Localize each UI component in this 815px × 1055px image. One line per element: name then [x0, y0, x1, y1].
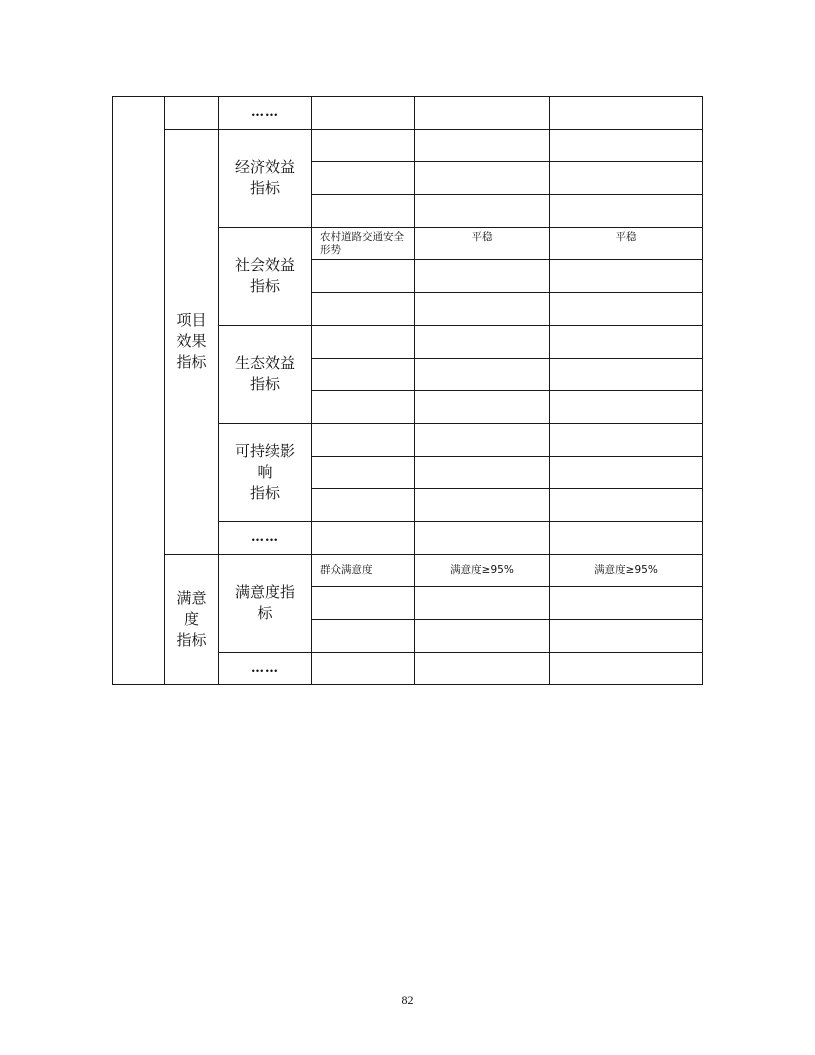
value-cell — [550, 129, 703, 162]
value-cell — [550, 456, 703, 489]
level2-sustainable-indicator: 可持续影 响 指标 — [219, 423, 312, 521]
indicator-cell — [312, 587, 415, 620]
performance-indicator-table — [112, 96, 703, 685]
value-cell — [415, 652, 550, 685]
value-cell — [415, 325, 550, 358]
value-cell — [415, 587, 550, 620]
indicator-cell — [312, 652, 415, 685]
value-cell — [415, 129, 550, 162]
value-cell — [550, 620, 703, 653]
indicator-traffic-safety: 农村道路交通安全形势 — [312, 227, 415, 260]
indicator-public-satisfaction: 群众满意度 — [312, 554, 415, 587]
value-cell — [550, 489, 703, 522]
value-cell — [550, 587, 703, 620]
indicator-cell — [312, 97, 415, 130]
indicator-cell — [312, 358, 415, 391]
indicator-cell — [312, 620, 415, 653]
value-cell — [415, 456, 550, 489]
value-cell — [415, 489, 550, 522]
indicator-cell — [312, 260, 415, 293]
value-cell — [415, 358, 550, 391]
outer-category-cell — [113, 97, 165, 685]
indicator-cell — [312, 293, 415, 326]
table-row — [113, 97, 703, 130]
value-cell — [415, 97, 550, 130]
ellipsis-cell: …… — [219, 97, 312, 130]
table-row — [113, 129, 703, 162]
ellipsis-cell: …… — [219, 521, 312, 554]
indicator-cell — [312, 423, 415, 456]
value-cell — [415, 260, 550, 293]
level2-ecological-indicator: 生态效益 指标 — [219, 325, 312, 423]
value-cell — [550, 325, 703, 358]
actual-value: 满意度≥95% — [550, 554, 703, 587]
indicator-cell — [312, 456, 415, 489]
page-number: 82 — [401, 993, 414, 1007]
value-cell — [550, 195, 703, 228]
indicator-cell — [312, 195, 415, 228]
value-cell — [550, 358, 703, 391]
indicator-cell — [312, 521, 415, 554]
actual-value: 平稳 — [550, 227, 703, 260]
value-cell — [415, 293, 550, 326]
target-value: 平稳 — [415, 227, 550, 260]
level1-empty-cell — [165, 97, 219, 130]
indicator-cell — [312, 129, 415, 162]
level2-economic-indicator: 经济效益 指标 — [219, 129, 312, 227]
value-cell — [415, 195, 550, 228]
value-cell — [550, 652, 703, 685]
indicator-cell — [312, 391, 415, 424]
level1-satisfaction-indicator: 满意 度 指标 — [165, 554, 219, 685]
value-cell — [550, 391, 703, 424]
value-cell — [415, 423, 550, 456]
value-cell — [415, 620, 550, 653]
value-cell — [550, 293, 703, 326]
value-cell — [550, 162, 703, 195]
indicator-cell — [312, 325, 415, 358]
level2-social-indicator: 社会效益 指标 — [219, 227, 312, 325]
value-cell — [550, 260, 703, 293]
value-cell — [415, 162, 550, 195]
value-cell — [550, 423, 703, 456]
value-cell — [415, 391, 550, 424]
target-value: 满意度≥95% — [415, 554, 550, 587]
indicator-cell — [312, 489, 415, 522]
level1-effect-indicator: 项目 效果 指标 — [165, 129, 219, 554]
value-cell — [550, 97, 703, 130]
value-cell — [550, 521, 703, 554]
table-row — [113, 554, 703, 587]
ellipsis-cell: …… — [219, 652, 312, 685]
indicator-cell — [312, 162, 415, 195]
value-cell — [415, 521, 550, 554]
level2-satisfaction-indicator: 满意度指 标 — [219, 554, 312, 652]
